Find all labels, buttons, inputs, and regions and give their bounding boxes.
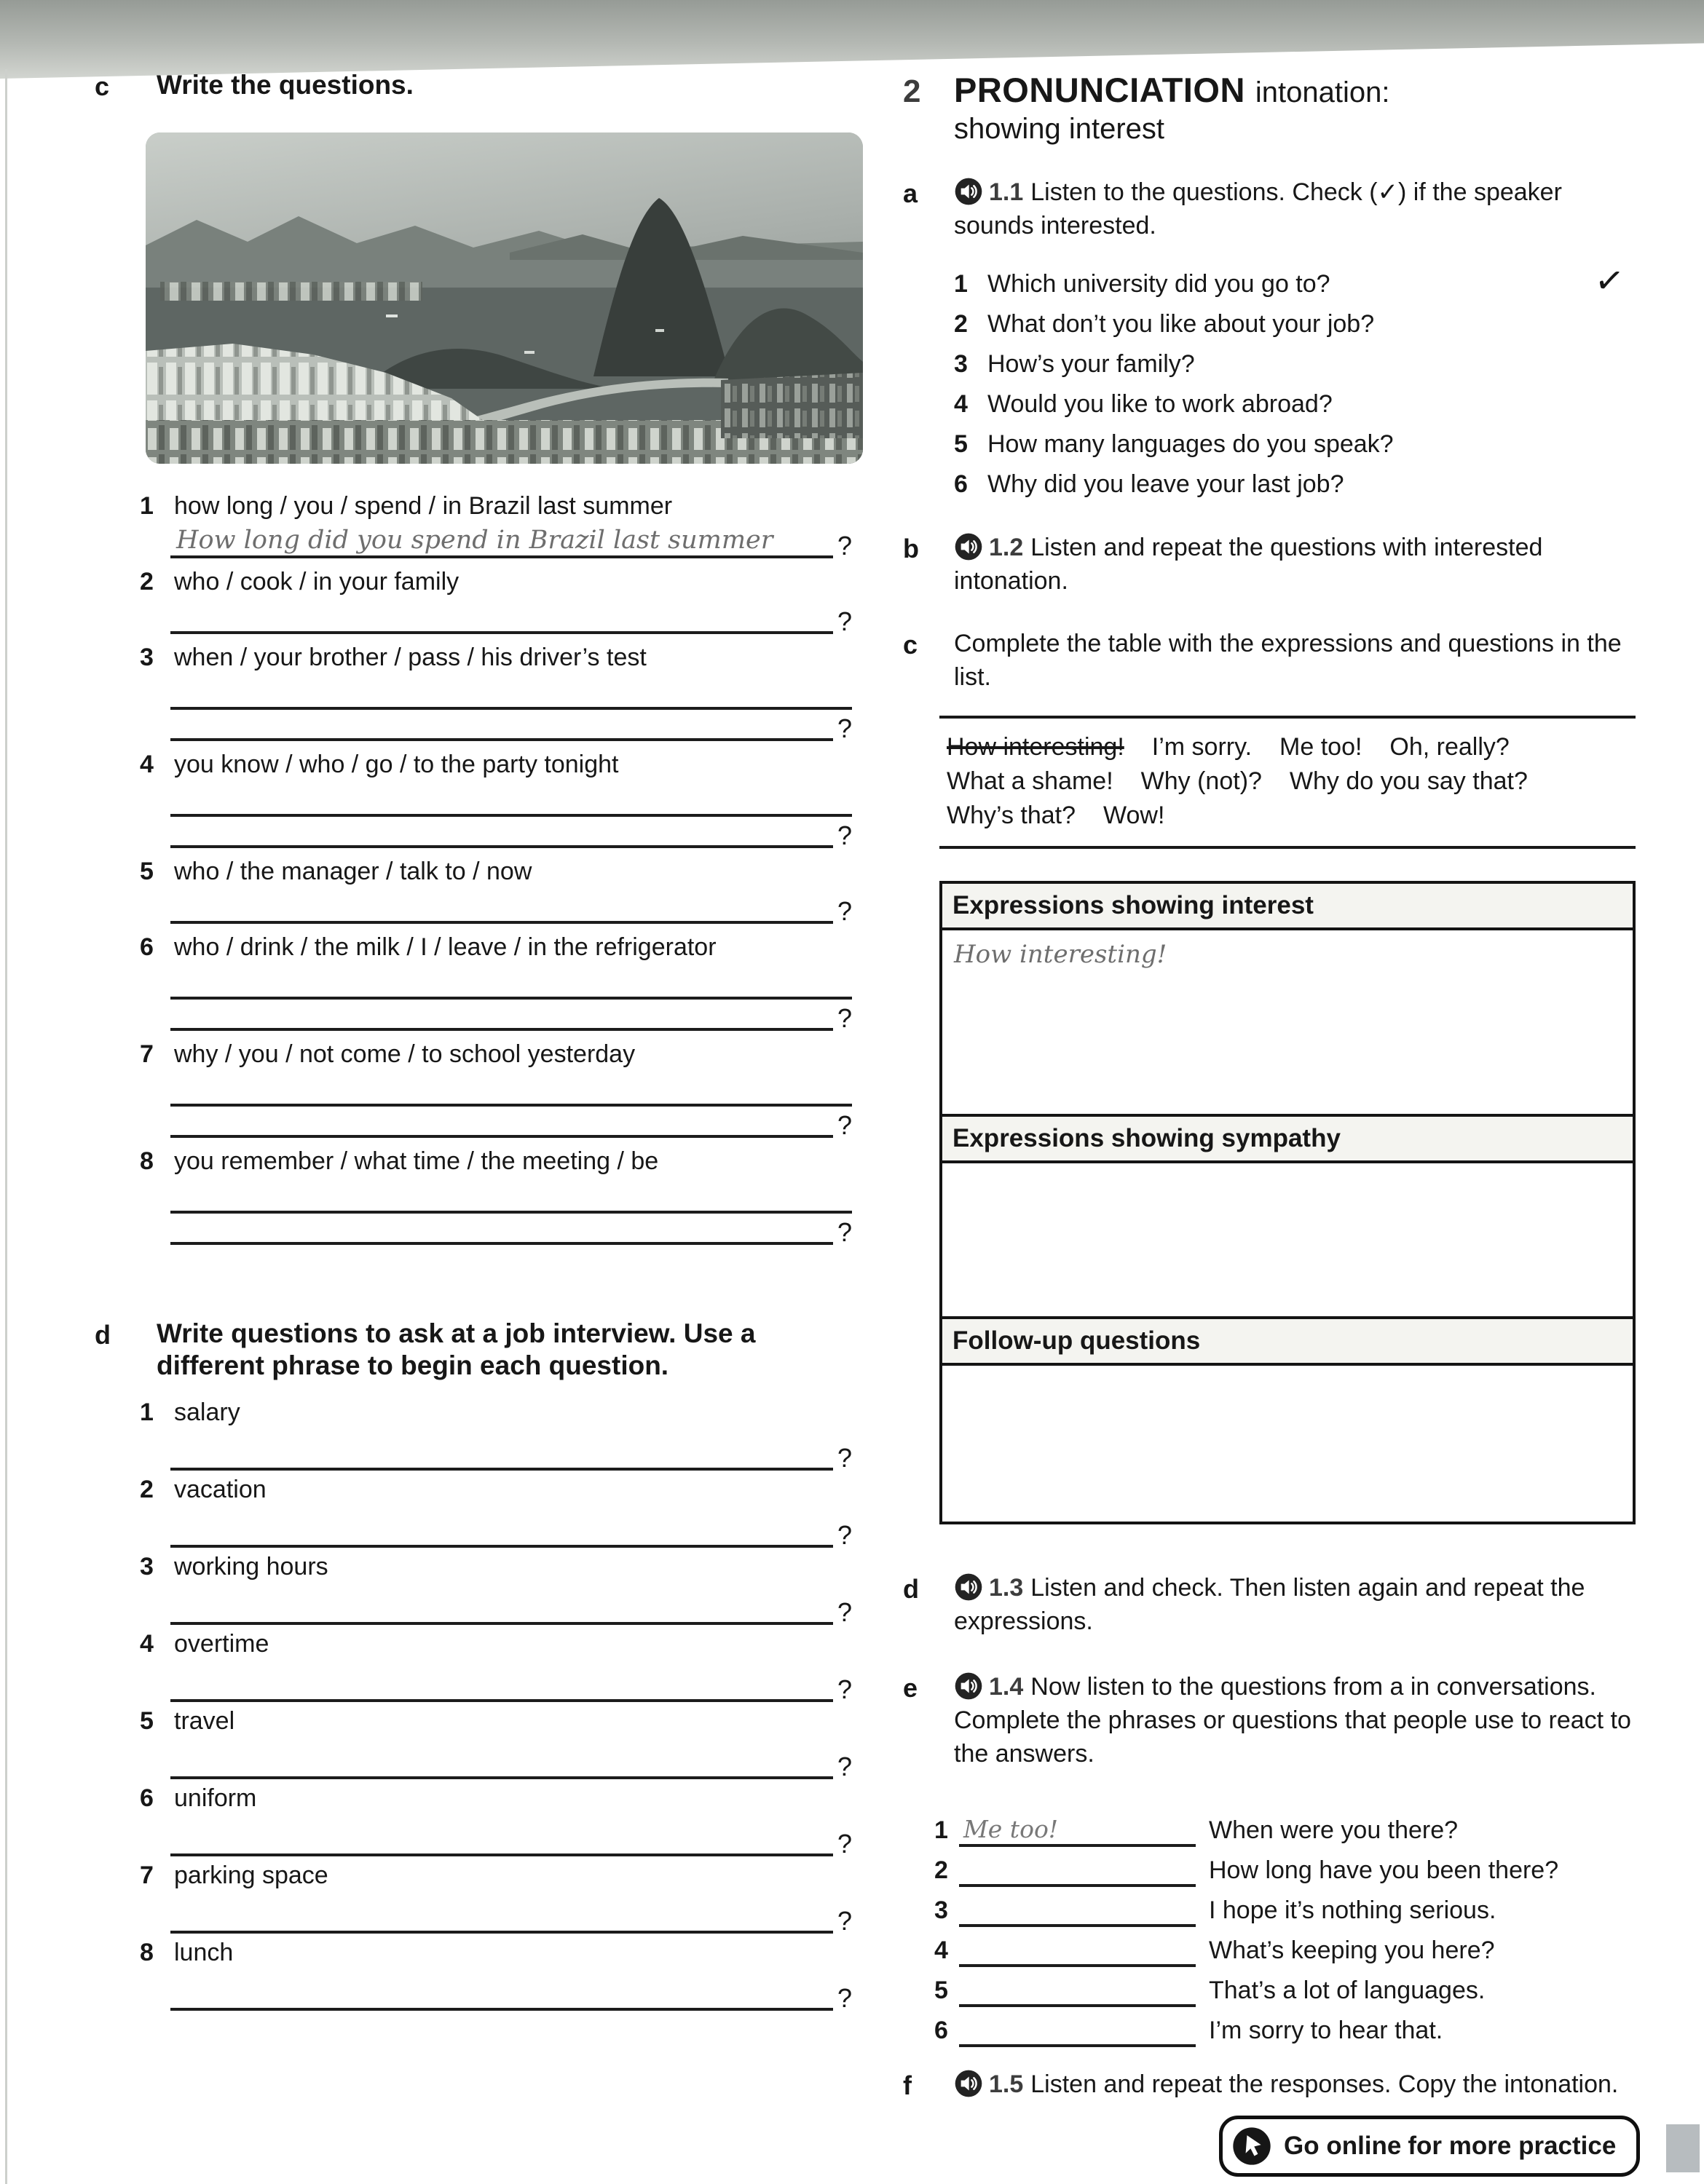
word-box-item: Why do you say that? — [1289, 767, 1528, 795]
rio-bay-photo — [146, 132, 863, 464]
scan-top-edge — [0, 0, 1704, 79]
word-box-item: Why (not)? — [1140, 767, 1262, 795]
item-number: 4 — [140, 751, 154, 778]
word-box-item: What a shame! — [947, 767, 1113, 795]
answer-line[interactable] — [170, 523, 833, 558]
question-mark: ? — [837, 820, 852, 850]
answer-line[interactable] — [170, 1590, 833, 1625]
handwritten-answer: How long did you spend in Brazil last summer — [176, 526, 773, 555]
answer-line[interactable] — [959, 1811, 1196, 1847]
item-number: 1 — [140, 492, 154, 520]
c-item-1 — [140, 491, 868, 561]
exercise-d-header — [95, 1318, 868, 1382]
task-letter: e — [903, 1673, 918, 1703]
exercise-letter: d — [95, 1320, 111, 1350]
audio-play-icon[interactable] — [954, 1572, 983, 1602]
task-e — [903, 1670, 1638, 1770]
audio-play-icon[interactable] — [954, 532, 983, 561]
go-online-button[interactable] — [1219, 2116, 1640, 2177]
c-item-6 — [140, 933, 868, 1031]
react-item-5 — [934, 1967, 1638, 2007]
rio-photo-illustration — [146, 132, 863, 464]
answer-line[interactable] — [170, 782, 852, 817]
c-item-5 — [140, 857, 868, 924]
question-mark: ? — [837, 1674, 852, 1704]
answer-line[interactable] — [170, 814, 833, 848]
listen-question-1 — [954, 258, 1638, 304]
item-number: 4 — [140, 1630, 154, 1658]
topic-label: overtime — [174, 1630, 269, 1658]
listen-question-3 — [954, 344, 1638, 384]
task-instruction: Now listen to the questions from a in conversations. Complete the phrases or questions that people use to react to the answers. — [954, 1673, 1631, 1768]
react-item-2 — [934, 1847, 1638, 1887]
answer-line[interactable] — [959, 1851, 1196, 1887]
task-instruction: Listen and repeat the questions with interested intonation. — [954, 534, 1543, 595]
item-number: 6 — [140, 1784, 154, 1812]
item-number: 4 — [934, 1936, 948, 1964]
word-box-item: Me too! — [1279, 733, 1362, 761]
task-b — [903, 531, 1638, 598]
question-prompt: you remember / what time / the meeting / be — [174, 1147, 659, 1175]
table-cell-followup[interactable] — [942, 1366, 1633, 1522]
answer-line[interactable] — [170, 1667, 833, 1702]
section-number: 2 — [903, 74, 921, 109]
exercise-d-items — [140, 1398, 868, 2011]
topic-label: lunch — [174, 1939, 234, 1966]
listen-question-5 — [954, 424, 1638, 464]
word-box-item: Oh, really? — [1389, 733, 1510, 761]
expressions-word-box — [939, 716, 1636, 849]
task-d — [903, 1571, 1638, 1638]
table-header-followup: Follow-up questions — [942, 1319, 1633, 1366]
item-number: 5 — [140, 1707, 154, 1735]
item-number: 6 — [954, 470, 968, 498]
d-item-2 — [140, 1475, 868, 1548]
item-number: 2 — [934, 1856, 948, 1884]
question-prompt: how long / you / spend / in Brazil last summer — [174, 492, 673, 520]
item-number: 2 — [140, 1476, 154, 1503]
question-prompt: you know / who / go / to the party tonight — [174, 751, 619, 778]
topic-label: parking space — [174, 1861, 328, 1889]
c-item-3 — [140, 643, 868, 741]
task-letter: a — [903, 178, 918, 208]
response-text: I hope it’s nothing serious. — [1209, 1896, 1496, 1924]
listen-question-2 — [954, 304, 1638, 344]
listen-question-4 — [954, 384, 1638, 424]
response-text: How long have you been there? — [1209, 1856, 1559, 1884]
word-box-item: Why’s that? — [947, 802, 1076, 829]
question-prompt: why / you / not come / to school yesterday — [174, 1040, 636, 1068]
cursor-arrow-icon — [1231, 2126, 1272, 2167]
listen-question-6 — [954, 464, 1638, 505]
question-mark: ? — [837, 1217, 852, 1247]
question-text: How many languages do you speak? — [987, 430, 1394, 458]
question-mark: ? — [837, 1003, 852, 1033]
question-mark: ? — [837, 1829, 852, 1859]
question-mark: ? — [837, 1443, 852, 1473]
answer-line[interactable] — [170, 1104, 833, 1138]
question-mark: ? — [837, 1752, 852, 1781]
answer-line[interactable] — [170, 889, 833, 924]
word-box-item: Wow! — [1103, 802, 1165, 829]
task-a-questions — [954, 258, 1638, 505]
answer-line[interactable] — [959, 1931, 1196, 1967]
task-letter: c — [903, 630, 918, 660]
answer-line[interactable] — [170, 1211, 833, 1245]
d-item-4 — [140, 1629, 868, 1702]
question-text: Which university did you go to? — [987, 270, 1330, 298]
section-subtitle: intonation: — [1255, 76, 1390, 108]
go-online-label: Go online — [1284, 2132, 1402, 2160]
answer-line[interactable] — [170, 1072, 852, 1107]
track-number: 1.4 — [989, 1673, 1024, 1701]
question-mark: ? — [837, 896, 852, 926]
audio-play-icon[interactable] — [954, 177, 983, 206]
item-number: 3 — [954, 350, 968, 378]
item-number: 5 — [934, 1977, 948, 2004]
question-mark: ? — [837, 1597, 852, 1627]
table-header-sympathy: Expressions showing sympathy — [942, 1117, 1633, 1163]
task-letter: d — [903, 1574, 919, 1604]
check-slot[interactable]: ✓ — [1592, 258, 1627, 304]
task-instruction: Listen to the questions. Check (✓) if the speaker sounds interested. — [954, 178, 1562, 240]
react-item-1 — [934, 1807, 1638, 1847]
c-item-2 — [140, 567, 868, 634]
item-number: 5 — [140, 858, 154, 885]
response-text: When were you there? — [1209, 1816, 1459, 1844]
expressions-table — [939, 881, 1636, 1524]
right-column — [903, 69, 1638, 2177]
answer-line[interactable] — [170, 1179, 852, 1214]
answer-line[interactable] — [170, 1513, 833, 1548]
task-c — [903, 627, 1638, 694]
question-mark: ? — [837, 713, 852, 743]
task-letter: b — [903, 534, 919, 563]
question-mark: ? — [837, 531, 852, 561]
section-subtitle-line2: showing interest — [954, 113, 1165, 145]
item-number: 8 — [140, 1939, 154, 1966]
question-text: How’s your family? — [987, 350, 1195, 378]
section-title: PRONUNCIATION — [954, 71, 1245, 109]
answer-line[interactable] — [170, 1744, 833, 1779]
item-number: 1 — [140, 1398, 154, 1426]
exercise-c-header — [95, 69, 868, 102]
item-number: 7 — [140, 1861, 154, 1889]
answer-line[interactable] — [170, 965, 852, 1000]
item-number: 3 — [140, 1553, 154, 1580]
answer-line[interactable] — [170, 1436, 833, 1471]
d-item-3 — [140, 1552, 868, 1625]
exercise-c-items — [140, 491, 868, 1245]
d-item-5 — [140, 1706, 868, 1779]
track-number: 1.2 — [989, 534, 1024, 561]
answer-line[interactable] — [170, 707, 833, 741]
answer-line[interactable] — [170, 599, 833, 634]
track-number: 1.1 — [989, 178, 1024, 206]
response-text: I’m sorry to hear that. — [1209, 2017, 1443, 2044]
topic-label: travel — [174, 1707, 235, 1735]
item-number: 5 — [954, 430, 968, 458]
track-number: 1.3 — [989, 1574, 1024, 1602]
answer-line[interactable] — [170, 1821, 833, 1856]
exercise-letter: c — [95, 71, 110, 101]
question-prompt: who / cook / in your family — [174, 568, 459, 596]
question-prompt: when / your brother / pass / his driver’s test — [174, 644, 647, 671]
word-box-item: I’m sorry. — [1151, 733, 1253, 761]
task-e-items — [934, 1807, 1638, 2047]
answer-line[interactable] — [170, 675, 852, 710]
item-number: 4 — [954, 390, 968, 418]
answer-line[interactable] — [959, 1971, 1196, 2007]
handwritten-answer: How interesting! — [954, 940, 1167, 969]
task-f — [903, 2068, 1638, 2101]
item-number: 7 — [140, 1040, 154, 1068]
table-header-interest: Expressions showing interest — [942, 884, 1633, 930]
question-mark: ? — [837, 1110, 852, 1140]
react-item-3 — [934, 1887, 1638, 1927]
topic-label: working hours — [174, 1553, 328, 1580]
react-item-4 — [934, 1927, 1638, 1967]
word-box-item: How interesting! — [947, 733, 1124, 761]
item-number: 8 — [140, 1147, 154, 1175]
section-2-header — [903, 69, 1638, 111]
question-mark: ? — [837, 1520, 852, 1550]
scan-corner-mark — [1666, 2124, 1700, 2172]
d-item-7 — [140, 1861, 868, 1934]
item-number: 1 — [954, 270, 968, 298]
item-number: 2 — [954, 310, 968, 338]
item-number: 3 — [934, 1896, 948, 1924]
task-letter: f — [903, 2070, 912, 2100]
question-text: Why did you leave your last job? — [987, 470, 1344, 498]
handwritten-answer: Me too! — [963, 1815, 1059, 1843]
answer-line[interactable] — [959, 1891, 1196, 1927]
d-item-1 — [140, 1398, 868, 1471]
item-number: 6 — [140, 933, 154, 961]
d-item-6 — [140, 1784, 868, 1859]
task-instruction: Complete the table with the expressions and questions in the list. — [954, 630, 1622, 691]
item-number: 3 — [140, 644, 154, 671]
item-number: 1 — [934, 1816, 948, 1844]
track-number: 1.5 — [989, 2070, 1024, 2098]
question-prompt: who / drink / the milk / I / leave / in the refrigerator — [174, 933, 717, 961]
question-prompt: who / the manager / talk to / now — [174, 858, 532, 885]
topic-label: uniform — [174, 1784, 257, 1812]
task-instruction: Listen and check. Then listen again and repeat the expressions. — [954, 1574, 1585, 1635]
answer-line[interactable] — [170, 997, 833, 1031]
answer-line[interactable] — [170, 1976, 833, 2011]
exercise-title: Write questions to ask at a job interview. Use a different phrase to begin each question. — [157, 1318, 756, 1380]
left-column — [95, 69, 868, 2015]
item-number: 2 — [140, 568, 154, 596]
audio-play-icon[interactable] — [954, 2069, 983, 2098]
task-instruction: Listen and repeat the responses. Copy the intonation. — [1030, 2070, 1619, 2098]
item-number: 6 — [934, 2017, 948, 2044]
question-mark: ? — [837, 1983, 852, 2013]
c-item-8 — [140, 1147, 868, 1245]
question-mark: ? — [837, 606, 852, 636]
answer-line[interactable] — [959, 2011, 1196, 2047]
response-text: That’s a lot of languages. — [1209, 1977, 1486, 2004]
page-edge-line — [5, 69, 7, 2184]
question-text: What don’t you like about your job? — [987, 310, 1375, 338]
audio-play-icon[interactable] — [954, 1671, 983, 1701]
table-cell-sympathy[interactable] — [942, 1163, 1633, 1319]
topic-label: vacation — [174, 1476, 267, 1503]
c-item-7 — [140, 1040, 868, 1138]
answer-line[interactable] — [170, 1899, 833, 1934]
question-text: Would you like to work abroad? — [987, 390, 1333, 418]
topic-label: salary — [174, 1398, 240, 1426]
task-a — [903, 175, 1638, 242]
table-cell-interest[interactable] — [942, 930, 1633, 1117]
go-online-label-rest: for more practice — [1408, 2132, 1617, 2160]
react-item-6 — [934, 2007, 1638, 2047]
d-item-8 — [140, 1938, 868, 2011]
c-item-4 — [140, 750, 868, 848]
response-text: What’s keeping you here? — [1209, 1936, 1495, 1964]
question-mark: ? — [837, 1906, 852, 1936]
exercise-title: Write the questions. — [157, 70, 414, 100]
